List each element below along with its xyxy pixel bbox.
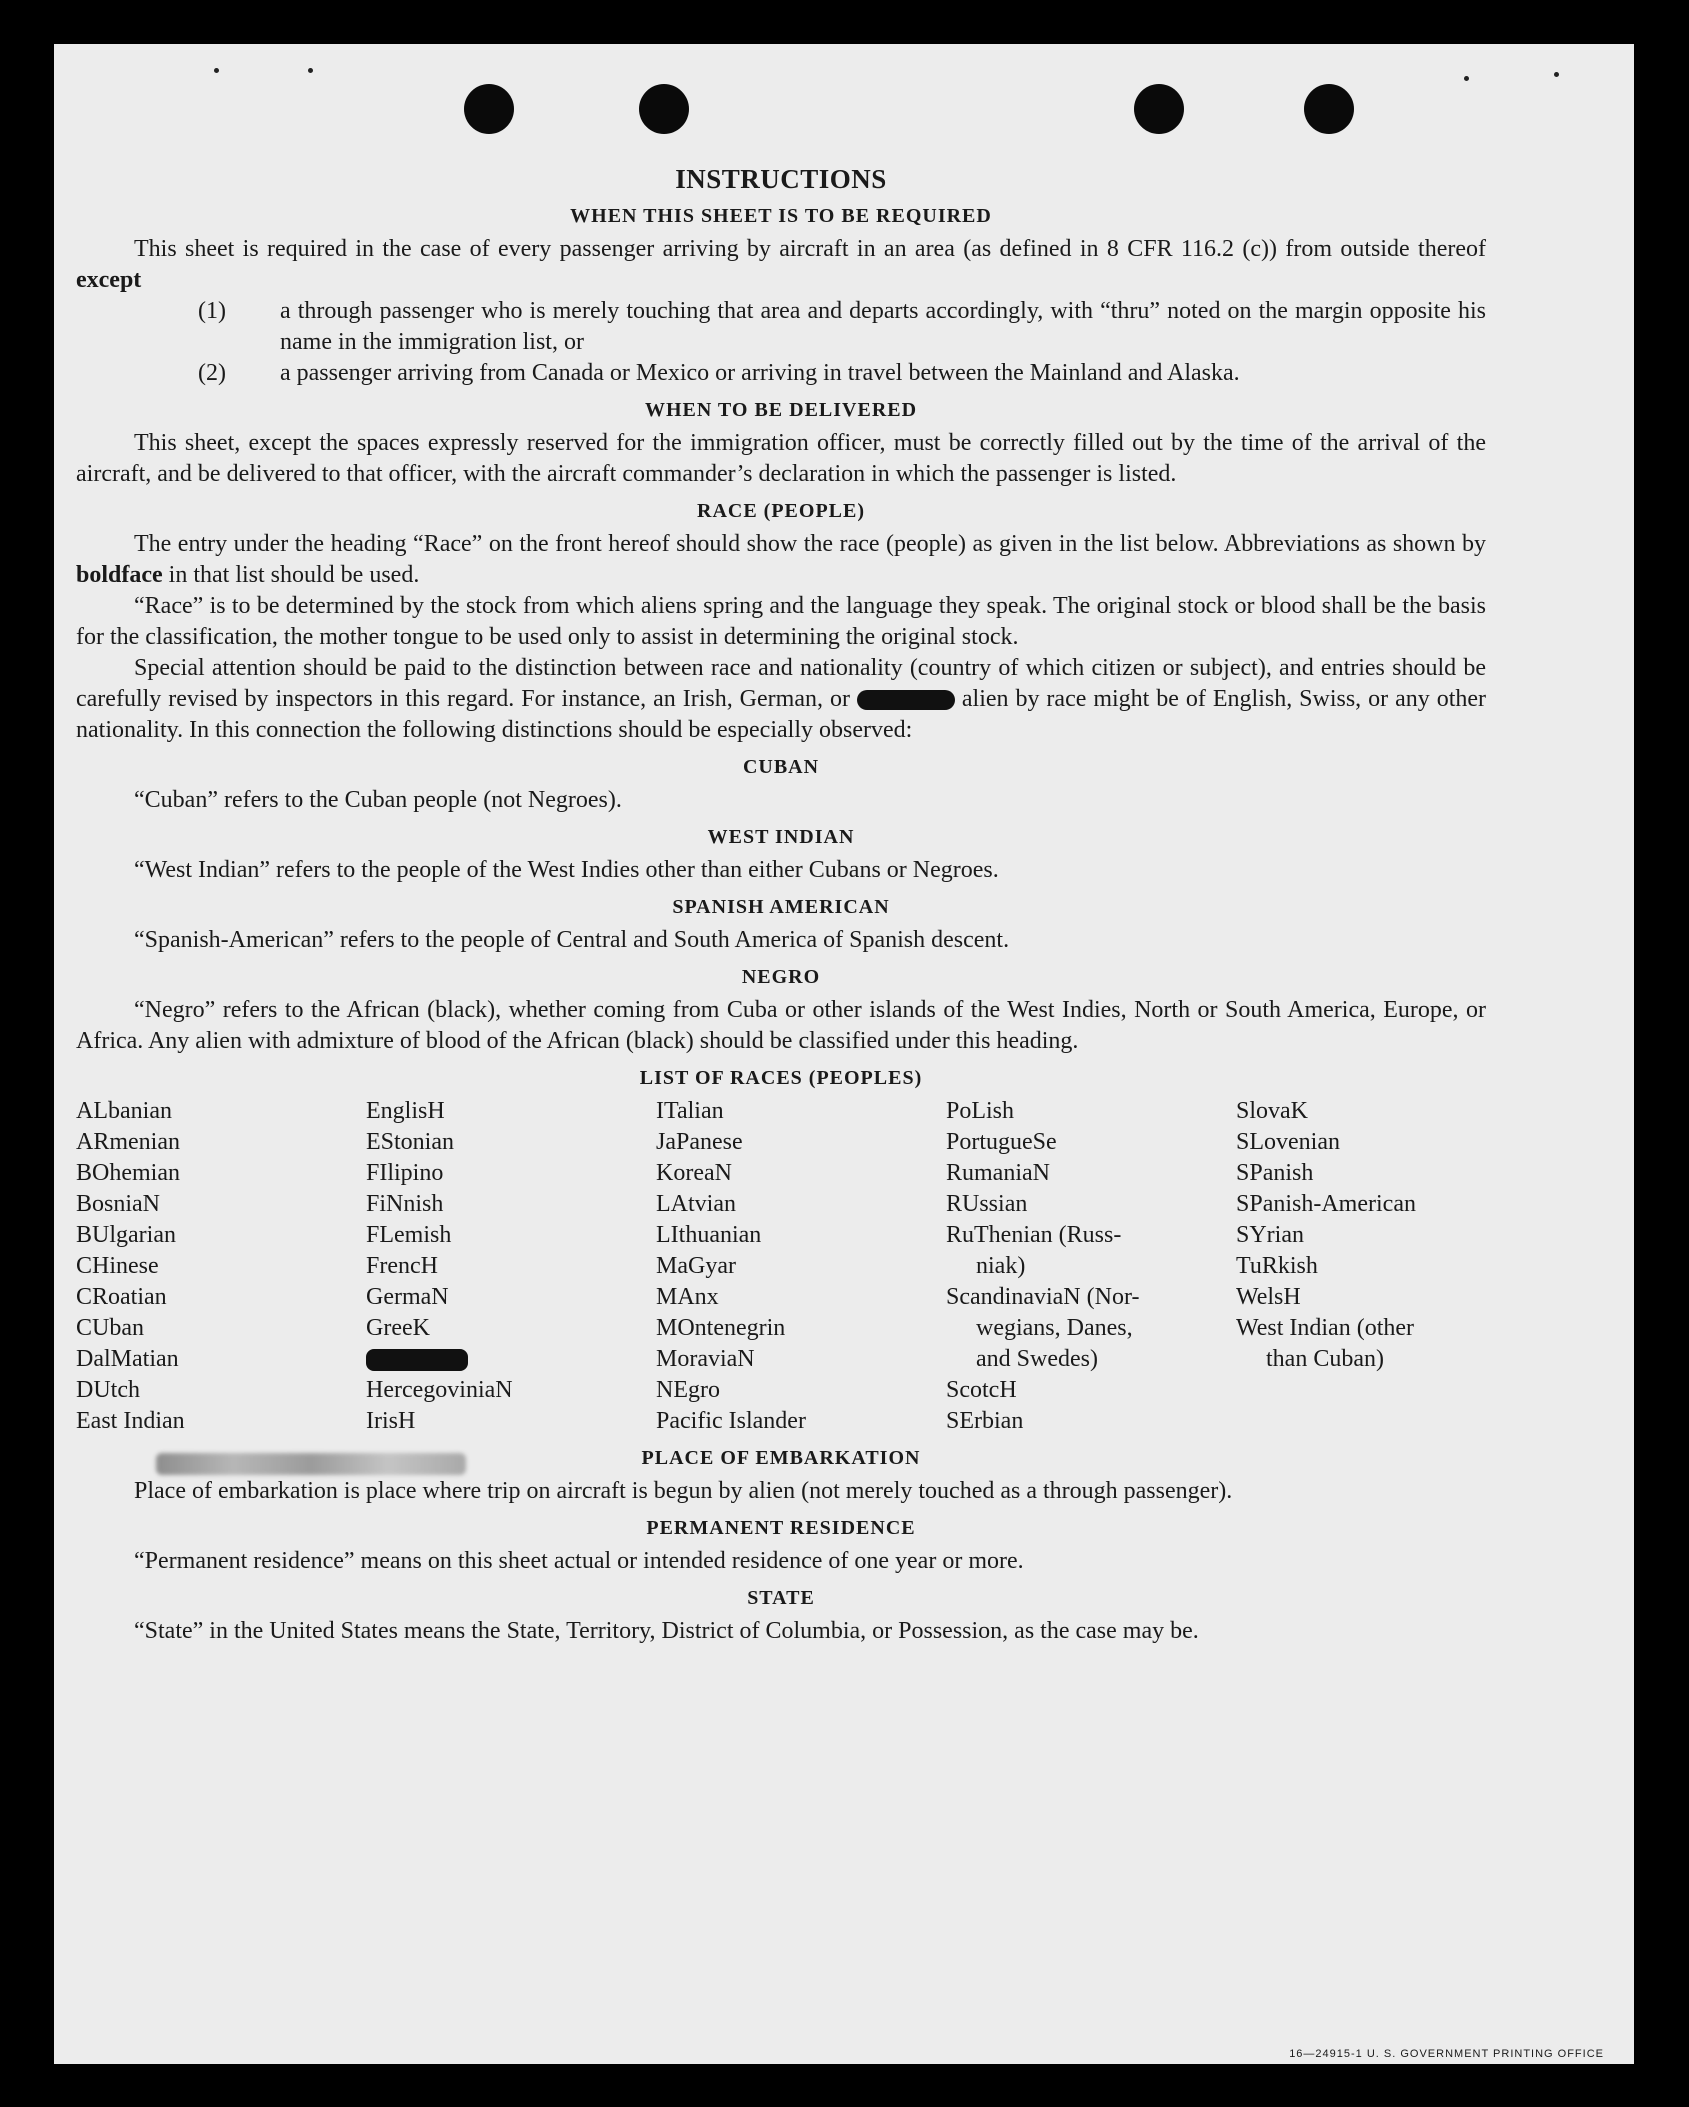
race-list-item: ARmenian <box>76 1129 180 1155</box>
section-heading-race: RACE (PEOPLE) <box>697 500 865 522</box>
west-indian-text: “West Indian” refers to the people of the West Indies other than either Cubans or Negroes. <box>134 857 999 883</box>
blurred-text <box>156 1453 466 1475</box>
race-list-item: SYrian <box>1236 1222 1304 1248</box>
race-list-item: ALbanian <box>76 1098 172 1124</box>
race-list-column <box>366 1096 656 1437</box>
race-list-item: ITalian <box>656 1098 724 1124</box>
race-list-item: MaGyar <box>656 1253 736 1279</box>
race-list-item: CUban <box>76 1315 144 1341</box>
race-list-item: MoraviaN <box>656 1346 755 1372</box>
embarkation-text: Place of embarkation is place where trip on aircraft is begun by alien (not merely touched as a through passenger). <box>134 1478 1233 1504</box>
race-list-item: MAnx <box>656 1284 719 1310</box>
race-paragraph-3: Special attention should be paid to the distinction between race and nationality (country of which citizen or subject), and entries should be carefully revised by inspectors in this regard. For instance, an Irish, German, or alien by race might be of English, Swiss, or any other nationality. In this connection the following distinctions should be especially observed: <box>76 655 1487 743</box>
race-list-column <box>946 1096 1236 1437</box>
race-list-item: MOntenegrin <box>656 1315 786 1341</box>
race-list-item: ScandinaviaN (Nor- <box>946 1284 1140 1310</box>
race-list-item: KoreaN <box>656 1160 732 1186</box>
race-list-item: Pacific Islander <box>656 1408 806 1434</box>
section-heading-embarkation: PLACE OF EMBARKATION <box>641 1447 921 1469</box>
race-list-item-continued: and Swedes) <box>976 1346 1098 1372</box>
race-list-item: PoLish <box>946 1098 1015 1124</box>
race-paragraph-1: The entry under the heading “Race” on the front hereof should show the race (people) as given in the list below. Abbreviations as shown by boldface in that list should be used. <box>76 531 1486 588</box>
race-list-item: PortugueSe <box>946 1129 1057 1155</box>
speck <box>1554 72 1559 77</box>
race-list-item: EnglisH <box>366 1098 445 1124</box>
section-heading-state: STATE <box>747 1587 815 1609</box>
race-paragraph-2: “Race” is to be determined by the stock from which aliens spring and the language they speak. The original stock or blood shall be the basis for the classification, the mother tongue to be used only to assist in determining the original stock. <box>76 593 1486 650</box>
race-list-column <box>656 1096 946 1437</box>
speck <box>308 68 313 73</box>
race-list-item: EStonian <box>366 1129 454 1155</box>
race-list-item-redacted <box>366 1344 656 1375</box>
race-list-item: East Indian <box>76 1408 185 1434</box>
race-list-item: WelsH <box>1236 1284 1301 1310</box>
punch-hole <box>1304 84 1354 134</box>
race-list-item: IrisH <box>366 1408 416 1434</box>
punch-hole <box>639 84 689 134</box>
spanish-american-text: “Spanish-American” refers to the people of Central and South America of Spanish descent. <box>134 927 1010 953</box>
punch-hole <box>1134 84 1184 134</box>
race-list-item: West Indian (other <box>1236 1315 1415 1341</box>
race-list-item: JaPanese <box>656 1129 743 1155</box>
required-item: (2) a passenger arriving from Canada or Mexico or arriving in travel between the Mainland and Alaska. <box>198 360 1240 386</box>
race-list-item: RumaniaN <box>946 1160 1050 1186</box>
race-list-item: DUtch <box>76 1377 140 1403</box>
section-heading-negro: NEGRO <box>741 966 821 988</box>
race-list-item-continued: than Cuban) <box>1266 1346 1384 1372</box>
race-list-item: DalMatian <box>76 1346 179 1372</box>
state-text: “State” in the United States means the State, Territory, District of Columbia, or Possession, as the case may be. <box>134 1618 1199 1644</box>
race-list-item: SLovenian <box>1236 1129 1340 1155</box>
race-list-item: RuThenian (Russ- <box>946 1222 1122 1248</box>
race-list-item: CRoatian <box>76 1284 167 1310</box>
section-heading-race-list: LIST OF RACES (PEOPLES) <box>639 1067 923 1089</box>
section-heading-west-indian: WEST INDIAN <box>707 826 855 848</box>
cuban-text: “Cuban” refers to the Cuban people (not Negroes). <box>134 787 622 813</box>
section-heading-required: WHEN THIS SHEET IS TO BE REQUIRED <box>570 205 992 227</box>
speck <box>1464 76 1469 81</box>
race-list-item: FiNnish <box>366 1191 444 1217</box>
race-list-item: GermaN <box>366 1284 449 1310</box>
race-list-item: LIthuanian <box>656 1222 762 1248</box>
race-list-item: FIlipino <box>366 1160 444 1186</box>
race-list-column <box>1236 1096 1496 1437</box>
required-intro: This sheet is required in the case of every passenger arriving by aircraft in an area (as defined in 8 CFR 116.2 (c)) from outside thereof except <box>76 236 1486 293</box>
residence-text: “Permanent residence” means on this sheet actual or intended residence of one year or more. <box>134 1548 1024 1574</box>
race-list-item: NEgro <box>656 1377 720 1403</box>
race-list-item: ScotcH <box>946 1377 1017 1403</box>
race-list-item: FrencH <box>366 1253 438 1279</box>
document-body <box>76 164 1486 1647</box>
race-list-item: TuRkish <box>1236 1253 1318 1279</box>
race-list-item: SlovaK <box>1236 1098 1308 1124</box>
speck <box>214 68 219 73</box>
race-list-item: SPanish-American <box>1236 1191 1416 1217</box>
negro-text: “Negro” refers to the African (black), whether coming from Cuba or other islands of the West Indies, North or South America, Europe, or Africa. Any alien with admixture of blood of the African (black) should be classified under this heading. <box>76 997 1486 1054</box>
race-list-column <box>76 1096 366 1437</box>
race-list <box>76 1096 1486 1437</box>
race-list-item: BosniaN <box>76 1191 160 1217</box>
redaction-mark <box>366 1349 468 1371</box>
punch-hole <box>464 84 514 134</box>
race-list-item-continued: wegians, Danes, <box>976 1315 1133 1341</box>
race-list-item: SPanish <box>1236 1160 1314 1186</box>
section-heading-residence: PERMANENT RESIDENCE <box>646 1517 916 1539</box>
race-list-item: BOhemian <box>76 1160 180 1186</box>
document-page <box>54 44 1634 2064</box>
race-list-item: CHinese <box>76 1253 159 1279</box>
redaction-mark <box>857 690 955 710</box>
race-list-item: BUlgarian <box>76 1222 176 1248</box>
race-list-item: FLemish <box>366 1222 452 1248</box>
race-list-item: SErbian <box>946 1408 1024 1434</box>
race-list-item-continued: niak) <box>976 1253 1026 1279</box>
delivered-text: This sheet, except the spaces expressly reserved for the immigration officer, must be correctly filled out by the time of the arrival of the aircraft, and be delivered to that officer, with the aircraft commander’s declaration in which the passenger is listed. <box>76 430 1486 487</box>
section-heading-delivered: WHEN TO BE DELIVERED <box>644 399 918 421</box>
section-heading-cuban: CUBAN <box>742 756 820 778</box>
print-code: 16—24915-1 U. S. GOVERNMENT PRINTING OFFICE <box>1289 2048 1604 2060</box>
race-list-item: LAtvian <box>656 1191 736 1217</box>
embarkation-heading-row <box>76 1447 1486 1470</box>
section-heading-spanish-american: SPANISH AMERICAN <box>672 896 890 918</box>
race-list-item: GreeK <box>366 1315 430 1341</box>
race-list-item: HercegoviniaN <box>366 1377 513 1403</box>
page-title: INSTRUCTIONS <box>675 164 887 194</box>
required-item: (1) a through passenger who is merely touching that area and departs accordingly, with “thru” noted on the margin opposite his name in the immigration list, or <box>198 298 1486 355</box>
race-list-item: RUssian <box>946 1191 1028 1217</box>
